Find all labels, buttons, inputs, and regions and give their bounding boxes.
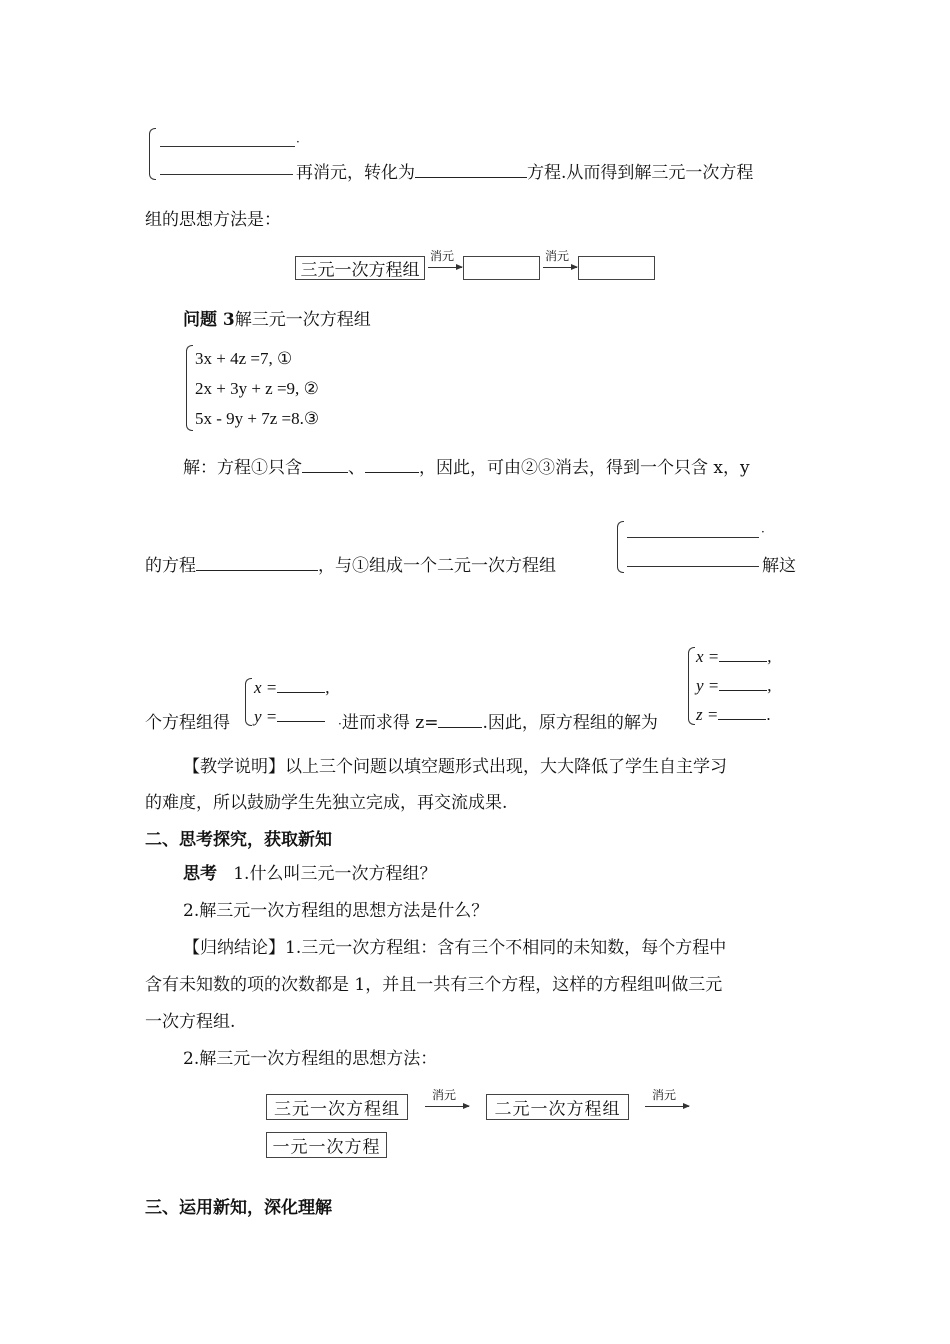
- problem3-eq-1: 3x + 4z =7, ①: [195, 349, 293, 368]
- solution-line3-b: ·进而求得 z= .因此，原方程组的解为: [338, 713, 658, 733]
- flow2-box-ternary: 三元一次方程组: [266, 1094, 408, 1120]
- xyz-y: y = ,: [696, 676, 772, 695]
- top-blank-eq-1: [160, 146, 295, 147]
- top-blank-eq-2: [160, 174, 293, 175]
- intro-line2: 组的思想方法是：: [145, 210, 281, 230]
- xy-brace: [245, 678, 252, 726]
- problem3-brace: [186, 345, 193, 431]
- section2-heading: 二、思考探究，获取新知: [145, 830, 332, 850]
- solution-line2: 的方程 ，与①组成一个二元一次方程组: [145, 556, 556, 576]
- flow2-arrow-1: [425, 1106, 469, 1107]
- flow1-arrow-1: [428, 267, 462, 268]
- solution-line1: 解：方程①只含 、 ，因此，可由②③消去，得到一个只含 x，y: [183, 458, 750, 478]
- conclusion-line2: 含有未知数的项的次数都是 1，并且一共有三个方程，这样的方程组叫做三元: [145, 975, 723, 995]
- flow2-box-unary: 一元一次方程: [266, 1132, 387, 1158]
- dot: ·: [761, 525, 765, 539]
- flow2-box-binary: 二元一次方程组: [486, 1094, 629, 1120]
- xyz-z: z = .: [696, 705, 771, 724]
- solution-line3: 个方程组得: [145, 713, 230, 733]
- solution-blank-eq-1: [627, 537, 759, 538]
- teaching-note-line1: 【教学说明】以上三个问题以填空题形式出现，大大降低了学生自主学习: [183, 757, 727, 777]
- top-equation-brace: [149, 128, 156, 180]
- problem3-title: 问题 3解三元一次方程组: [183, 310, 371, 330]
- conclusion-line1: 【归纳结论】1.三元一次方程组：含有三个不相同的未知数，每个方程中: [183, 938, 727, 958]
- intro-line1: 再消元，转化为 方程.从而得到解三元一次方程: [296, 163, 754, 183]
- flow1-arrow-label-1: 消元: [430, 249, 455, 263]
- xy-y: y =: [254, 708, 325, 725]
- solution-line2-end: 解这: [762, 556, 796, 576]
- xyz-brace: [688, 647, 695, 725]
- flow1-box-empty-2: [578, 256, 655, 280]
- flow1-box-ternary: 三元一次方程组: [295, 256, 425, 280]
- method-label: 2.解三元一次方程组的思想方法：: [183, 1049, 438, 1069]
- teaching-note-line2: 的难度，所以鼓励学生先独立完成，再交流成果.: [145, 793, 508, 813]
- section2-think-q1: 思考 1.什么叫三元一次方程组？: [183, 864, 437, 884]
- section2-q2: 2.解三元一次方程组的思想方法是什么？: [183, 901, 489, 921]
- xyz-x: x = ,: [696, 647, 772, 666]
- flow2-arrow-2: [645, 1106, 689, 1107]
- problem3-eq-2: 2x + 3y + z =9, ②: [195, 379, 319, 398]
- flow1-arrow-2: [543, 267, 577, 268]
- solution-blank-eq-2: [627, 566, 759, 567]
- flow1-box-empty-1: [463, 256, 540, 280]
- xy-x: x = ,: [254, 678, 330, 697]
- flow2-arrow-label-1: 消元: [432, 1088, 457, 1102]
- flow1-arrow-label-2: 消元: [545, 249, 570, 263]
- flow2-arrow-label-2: 消元: [652, 1088, 677, 1102]
- section3-heading: 三、运用新知，深化理解: [145, 1198, 332, 1218]
- dot: ·: [296, 135, 300, 149]
- conclusion-line3: 一次方程组.: [145, 1012, 236, 1032]
- solution-brace-2eq: [617, 521, 624, 573]
- problem3-eq-3: 5x - 9y + 7z =8.③: [195, 409, 320, 428]
